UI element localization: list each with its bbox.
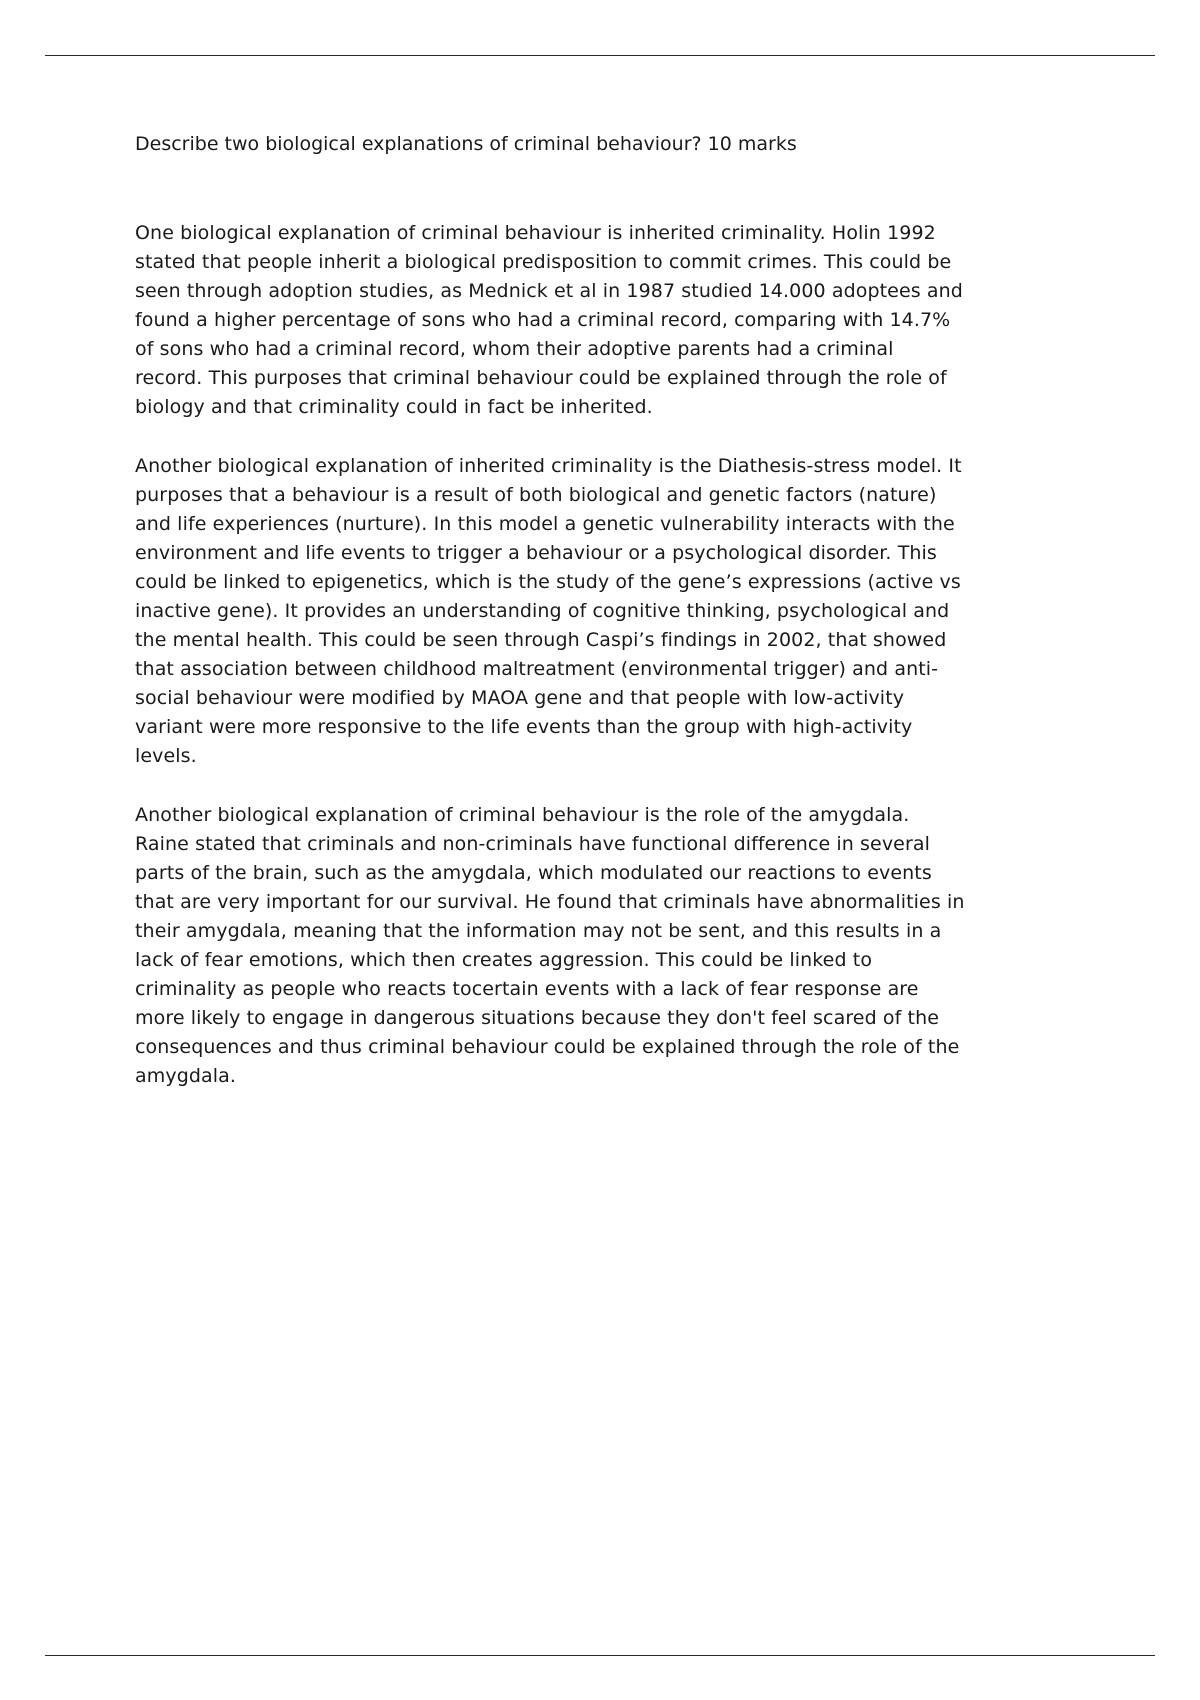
- document-content: [135, 130, 967, 1121]
- paragraph-amygdala: Another biological explanation of criminal behaviour is the role of the amygdala. Raine stated that criminals and non-criminals have functional difference in several parts of the brain, such as the amygdala, which modulated our reactions to events that are very important for our survival. He found that criminals have abnormalities in their amygdala, meaning that the information may not be sent, and this results in a lack of fear emotions, which then creates aggression. This could be linked to criminality as people who reacts tocertain events with a lack of fear response are more likely to engage in dangerous situations because they don't feel scared of the consequences and thus criminal behaviour could be explained through the role of the amygdala.: [135, 804, 965, 1087]
- paragraph-inherited-criminality: One biological explanation of criminal behaviour is inherited criminality. Holin 1992 stated that people inherit a biological predisposition to commit crimes. This could be seen through adoption studies, as Mednick et al in 1987 studied 14.000 adoptees and found a higher percentage of sons who had a criminal record, comparing with 14.7% of sons who had a criminal record, whom their adoptive parents had a criminal record. This purposes that criminal behaviour could be explained through the role of biology and that criminality could in fact be inherited.: [135, 222, 963, 418]
- bottom-divider: [45, 1655, 1155, 1656]
- paragraph-diathesis-stress: Another biological explanation of inherited criminality is the Diathesis-stress model. It purposes that a behaviour is a result of both biological and genetic factors (nature) and life experiences (nurture). In this model a genetic vulnerability interacts with the environment and life events to trigger a behaviour or a psychological disorder. This could be linked to epigenetics, which is the study of the gene’s expressions (active vs inactive gene). It provides an understanding of cognitive thinking, psychological and the mental health. This could be seen through Caspi’s findings in 2002, that showed that association between childhood maltreatment (environmental trigger) and anti-social behaviour were modified by MAOA gene and that people with low-activity variant were more responsive to the life events than the group with high-activity levels.: [135, 455, 962, 767]
- question-title: Describe two biological explanations of criminal behaviour? 10 marks: [135, 133, 797, 155]
- top-divider: [45, 55, 1155, 56]
